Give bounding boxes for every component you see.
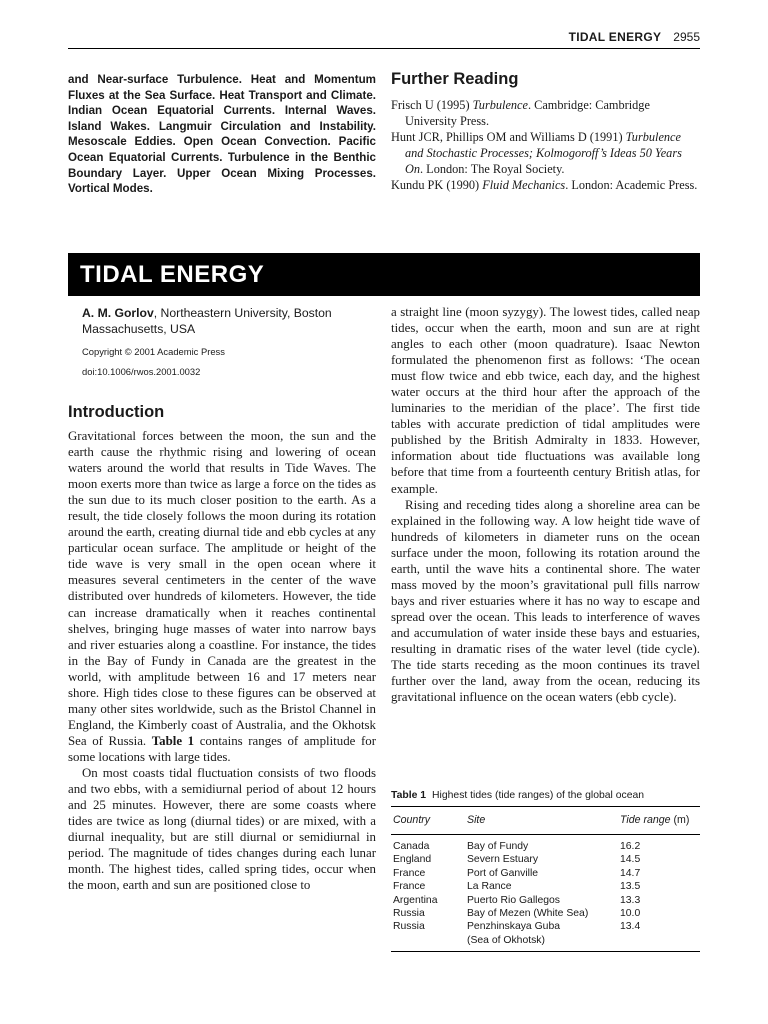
table-row: England Severn Estuary 14.5 [393,854,641,866]
section-heading-introduction: Introduction [68,403,165,421]
body-paragraph: Gravitational forces between the moon, the sun and the earth cause the rhythmic rising and lowering of ocean waters around the world that results in Tide Waves. The moon exerts more than twice as large a force on the tides as the sun due to its much closer position to the earth. As a result, the tide closely follows the moon during its rotation around the earth, creating diurnal tide and ebb cycles at any particular ocean surface. The amplitude or height of the tide wave is very small in the open ocean where it measures several centimeters in the center of the wave distributed over hundreds of kilometers. However, the tide can increase dramatically when it reaches continental shelves, bringing huge masses of water into narrow bays and river estuaries along a coastline. For instance, the tides in the Bay of Fundy in Canada are the greatest in the world, with amplitude between 16 and 17 meters near shore. High tides close to these figures can be observed at many other sites worldwide, such as the Bristol Channel in England, the Kimberly coast of Australia, and the Okhotsk Sea of Russia. Table 1 contains ranges of amplitude for some locations with large tides. [68,429,376,764]
article-title: TIDAL ENERGY [80,261,265,288]
author-line [82,305,376,337]
further-reading-section [391,70,700,193]
author-name: A. M. Gorlov [82,306,154,320]
table-1 [391,790,700,952]
reference-item: Frisch U (1995) Turbulence. Cambridge: Cambridge University Press. [391,98,650,128]
header-country: Country [393,814,431,826]
doi-line: doi:10.1006/rwos.2001.0032 [82,366,201,377]
right-column [391,304,700,705]
page-number: 2955 [673,30,700,44]
table-label: Table 1 [391,790,427,801]
running-title: TIDAL ENERGY [568,30,662,44]
body-paragraph: Rising and receding tides along a shoreline area can be explained in the following way. A low height tide wave of hundreds of kilometers in diameter runs on the ocean surface under the moon, following its rotation around the earth, until the wave hits a continental shore. The water mass moved by the moon’s gravitational pull fills narrow bays and river estuaries where it has no way to escape and spread over the ocean. This leads to interference of waves and accumulation of water inside these bays and estuaries, resulting in dramatic rises of the water level (tide cycle). The tide starts receding as the moon continues its travel further over the land, away from the ocean, reducing its gravitational influence on the ocean waters (ebb cycle). [391,497,700,705]
table-row: Russia Penzhinskaya Guba (Sea of Okhotsk) 13.4 [393,921,641,946]
table-row: France La Rance 13.5 [393,881,641,893]
table-row: Argentina Puerto Rio Gallegos 13.3 [393,894,641,906]
author-block [68,305,376,377]
table-row: France Port of Ganville 14.7 [393,867,641,879]
running-header [68,30,700,49]
reference-item: Hunt JCR, Phillips OM and Williams D (1991) Turbulence and Stochastic Processes; Kolmogoroff’s Ideas 50 Years On. London: The Royal Society. [391,130,682,176]
article-title-banner [68,253,700,296]
see-also-list: and Near-surface Turbulence. Heat and Momentum Fluxes at the Sea Surface. Heat Transport and Climate. Indian Ocean Equatorial Currents. Internal Waves. Island Wakes. Langmuir Circulation and Instability. Mesoscale Eddies. Open Ocean Convection. Pacific Ocean Equatorial Currents. Turbulence in the Benthic Boundary Layer. Upper Ocean Mixing Processes. Vortical Modes. [68,73,376,196]
table-row: Russia Bay of Mezen (White Sea) 10.0 [393,908,641,920]
copyright-line: Copyright © 2001 Academic Press [82,346,225,357]
body-paragraph: a straight line (moon syzygy). The lowest tides, called neap tides, occur when the earth, moon and sun are at right angles to each other (moon quadrature). Isaac Newton formulated the phenomenon first as follows: ‘The ocean must flow twice and ebb twice, each day, and the highest water occurs at the third hour after the approach of the luminaries to the meridian of the place’. The first tide tables with accurate prediction of tidal amplitudes were published by the British Admiralty in 1833. However, information about tide fluctuations was available long before that time from a fourteenth century British atlas, for example. [391,305,700,496]
header-tide-range: Tide range (m) [620,814,690,826]
table-bottom-rule [391,951,700,952]
table-reference: Table 1 [151,733,195,748]
table-row: Canada Bay of Fundy 16.2 [393,841,641,852]
table-caption: Table 1 Highest tides (tide ranges) of the global ocean [391,790,645,801]
body-paragraph: On most coasts tidal fluctuation consists of two floods and two ebbs, with a semidiurnal period of about 12 hours and 25 minutes. However, there are some coasts where tides are twice as long (diurnal tides) or are mixed, with a diurnal inequality, but are still diurnal or semidiurnal in period. The magnitude of tides changes during each lunar month. The highest tides, called spring tides, occur when the moon, earth and sun are positioned close to [68,765,376,893]
affiliation: , Northeastern University, Boston Massachusetts, USA [82,306,332,336]
reference-item: Kundu PK (1990) Fluid Mechanics. London: Academic Press. [391,178,698,192]
left-column [68,305,376,893]
table-body [391,835,700,951]
header-site: Site [467,814,486,826]
table-header-row [391,807,700,834]
further-reading-heading: Further Reading [391,70,519,88]
